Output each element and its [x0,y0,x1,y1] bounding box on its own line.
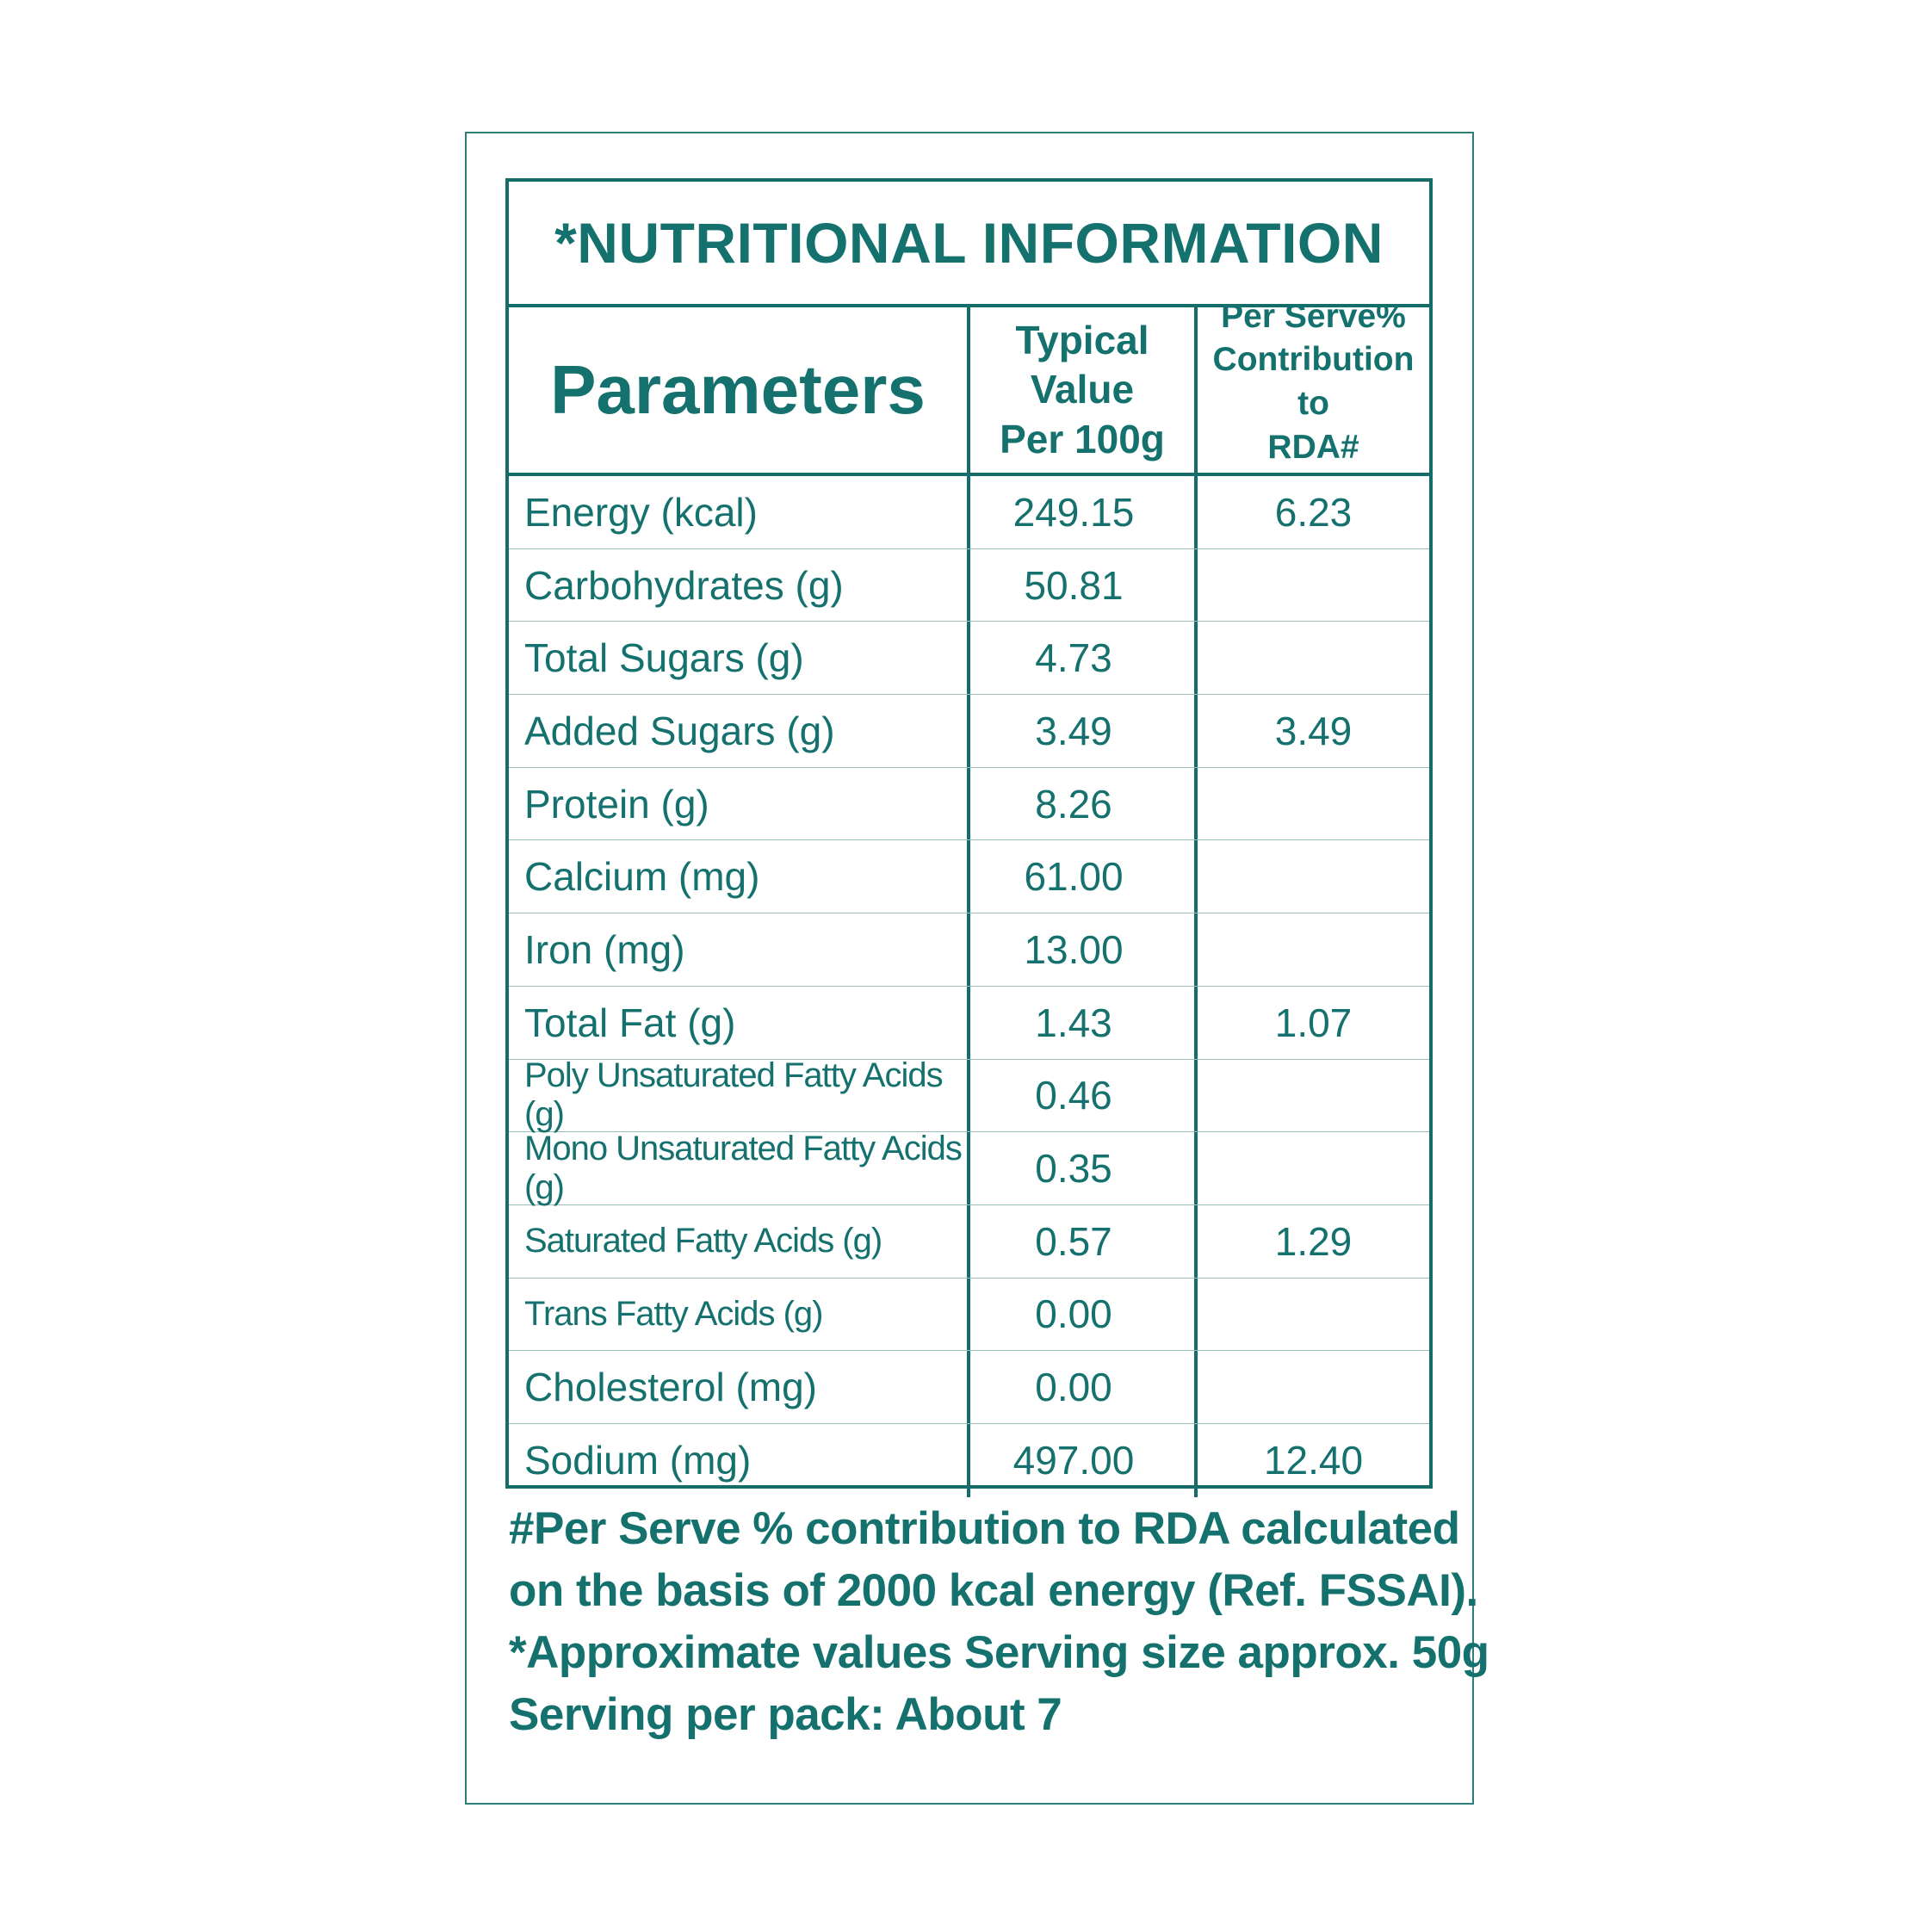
typical-value-cell: 0.00 [970,1279,1198,1351]
table-row [509,1424,1429,1497]
rda-cell: 6.23 [1274,489,1353,535]
rda-cell [1198,1351,1429,1423]
typical-value-cell: 497.00 [970,1424,1198,1497]
typical-value-cell: 249.15 [970,476,1198,548]
table-title: *NUTRITIONAL INFORMATION [509,182,1429,307]
footnote-line: #Per Serve % contribution to RDA calculated [509,1503,1460,1554]
table-row [509,1205,1429,1279]
typical-value-header [970,307,1198,473]
parameter-cell: Energy (kcal) [509,476,970,548]
typical-value-cell: 0.00 [970,1351,1198,1423]
parameter-cell: Saturated Fatty Acids (g) [509,1205,970,1278]
table-row [509,622,1429,695]
typical-value-header-line: Typical [1015,317,1149,362]
parameter-cell: Mono Unsaturated Fatty Acids (g) [509,1132,970,1204]
parameter-cell: Poly Unsaturated Fatty Acids (g) [509,1060,970,1132]
rda-header [1198,297,1429,473]
typical-value-header-line: Value [1030,367,1135,412]
table-row [509,549,1429,622]
rda-cell [1198,549,1429,622]
table-row [509,476,1429,549]
rda-cell: 12.40 [1263,1438,1364,1483]
table-body [509,476,1429,1497]
parameter-cell: Sodium (mg) [509,1424,970,1497]
nutrition-table [505,178,1433,1489]
table-row [509,768,1429,841]
parameter-cell: Cholesterol (mg) [509,1351,970,1423]
table-row [509,987,1429,1060]
typical-value-cell: 4.73 [970,622,1198,694]
footnote-line: on the basis of 2000 kcal energy (Ref. FSSAI). [509,1565,1478,1616]
table-row [509,840,1429,913]
typical-value-cell: 1.43 [970,987,1198,1059]
parameter-cell: Iron (mg) [509,913,970,986]
parameter-cell: Added Sugars (g) [509,695,970,767]
parameter-cell: Protein (g) [509,768,970,840]
table-header-row [509,297,1429,476]
rda-cell [1198,622,1429,694]
table-row [509,1351,1429,1424]
typical-value-cell: 13.00 [970,913,1198,986]
table-row [509,1279,1429,1352]
typical-value-cell: 50.81 [970,549,1198,622]
rda-cell [1198,1060,1429,1132]
rda-cell: 3.49 [1274,708,1353,753]
parameter-cell: Total Sugars (g) [509,622,970,694]
typical-value-cell: 0.46 [970,1060,1198,1132]
rda-cell: 1.29 [1274,1218,1353,1264]
rda-cell [1198,768,1429,840]
typical-value-cell: 61.00 [970,840,1198,913]
rda-header-line: Per Serve% [1221,297,1406,335]
parameter-cell: Carbohydrates (g) [509,549,970,622]
table-row [509,913,1429,987]
typical-value-cell: 0.57 [970,1205,1198,1278]
rda-cell: 1.07 [1274,1000,1353,1045]
typical-value-header-line: Per 100g [1000,416,1165,461]
parameters-header: Parameters [509,307,970,473]
rda-cell [1198,1279,1429,1351]
rda-cell [1198,840,1429,913]
rda-cell [1198,913,1429,986]
footnote [509,1498,1489,1746]
footnote-line: *Approximate values Serving size approx. 50g [509,1627,1489,1678]
rda-header-line: Contribution to [1212,341,1415,422]
typical-value-cell: 0.35 [970,1132,1198,1204]
rda-cell [1198,1132,1429,1204]
typical-value-cell: 3.49 [970,695,1198,767]
table-row [509,695,1429,768]
typical-value-cell: 8.26 [970,768,1198,840]
parameter-cell: Total Fat (g) [509,987,970,1059]
table-row [509,1132,1429,1205]
table-row [509,1056,1429,1134]
parameter-cell: Trans Fatty Acids (g) [509,1279,970,1351]
rda-header-line: RDA# [1267,428,1359,466]
footnote-line: Serving per pack: About 7 [509,1689,1062,1740]
parameter-cell: Calcium (mg) [509,840,970,913]
